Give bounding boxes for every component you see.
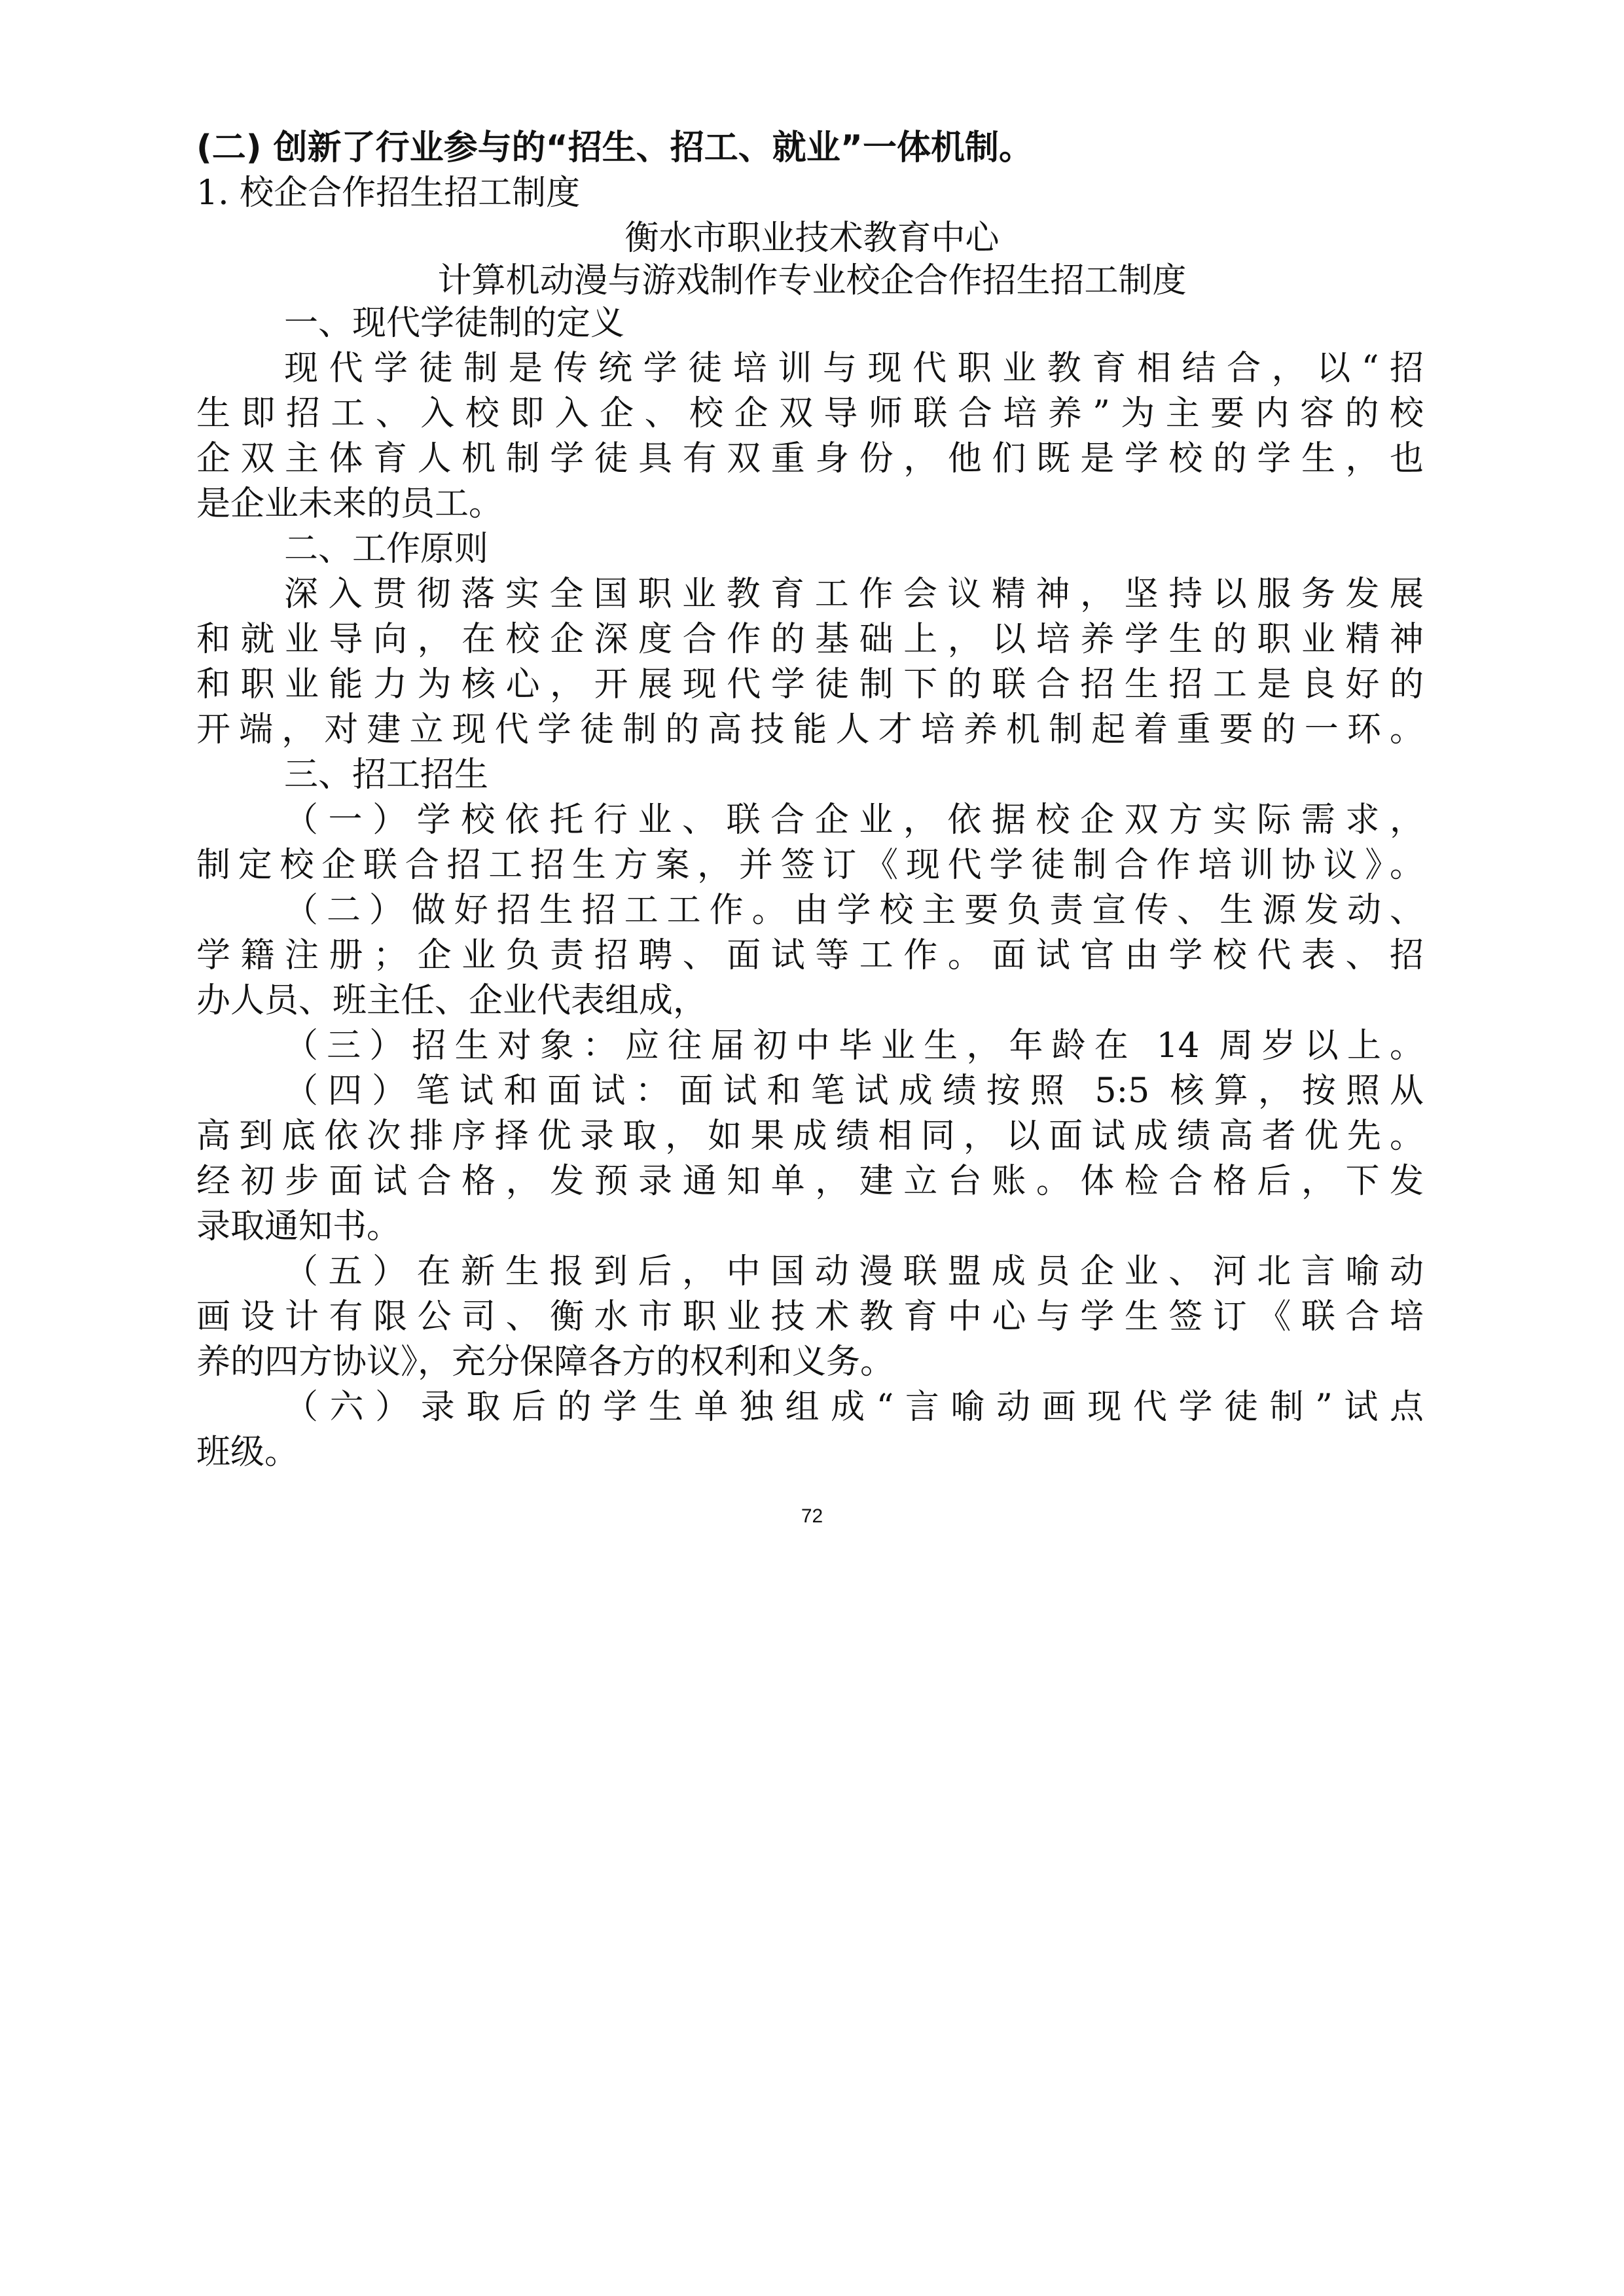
- paragraph-line: 和职业能力为核心，开展现代学徒制下的联合招生招工是良好的: [196, 665, 1424, 704]
- paragraph-line: 画设计有限公司、衡水市职业技术教育中心与学生签订《联合培: [196, 1297, 1424, 1336]
- paragraph-line: （五）在新生报到后，中国动漫联盟成员企业、河北言喻动: [284, 1252, 1424, 1291]
- paragraph-line: （六）录取后的学生单独组成“言喻动画现代学徒制”试点: [284, 1388, 1424, 1427]
- paragraph-line: 生即招工、入校即入企、校企双导师联合培养”为主要内容的校: [196, 394, 1424, 433]
- paragraph-line: 深入贯彻落实全国职业教育工作会议精神，坚持以服务发展: [284, 575, 1424, 614]
- section-2-title: 二、工作原则: [284, 529, 489, 569]
- paragraph-line: （三）招生对象：应往届初中毕业生，年龄在 14 周岁以上。: [284, 1026, 1424, 1066]
- paragraph-line: 开端，对建立现代学徒制的高技能人才培养机制起着重要的一环。: [196, 710, 1424, 749]
- paragraph-line: （四）笔试和面试：面试和笔试成绩按照 5:5 核算，按照从: [284, 1071, 1424, 1111]
- paragraph-line: 制定校企联合招工招生方案，并签订《现代学徒制合作培训协议》。: [196, 846, 1424, 885]
- paragraph-line: 经初步面试合格，发预录通知单，建立台账。体检合格后，下发: [196, 1162, 1424, 1201]
- paragraph-line: 录取通知书。: [196, 1207, 401, 1246]
- paragraph-line: 学籍注册；企业负责招聘、面试等工作。面试官由学校代表、招: [196, 936, 1424, 975]
- paragraph-line: （一）学校依托行业、联合企业，依据校企双方实际需求，: [284, 800, 1424, 840]
- paragraph-line: 是企业未来的员工。: [196, 484, 503, 524]
- sub-heading: 1. 校企合作招生招工制度: [196, 173, 581, 213]
- section-heading: (二) 创新了行业参与的“招生、招工、就业”一体机制。: [196, 128, 1033, 168]
- section-1-title: 一、现代学徒制的定义: [284, 304, 625, 343]
- paragraph-line: 现代学徒制是传统学徒培训与现代职业教育相结合，以“招: [284, 349, 1424, 388]
- paragraph-line: 企双主体育人机制学徒具有双重身份，他们既是学校的学生，也: [196, 439, 1424, 478]
- paragraph-line: 和就业导向，在校企深度合作的基础上，以培养学生的职业精神: [196, 620, 1424, 659]
- page-number: 72: [801, 1505, 823, 1527]
- paragraph-line: （二）做好招生招工工作。由学校主要负责宣传、生源发动、: [284, 891, 1424, 930]
- document-organization: 衡水市职业技术教育中心: [624, 219, 1000, 258]
- paragraph-line: 高到底依次排序择优录取，如果成绩相同，以面试成绩高者优先。: [196, 1117, 1424, 1156]
- document-title: 计算机动漫与游戏制作专业校企合作招生招工制度: [437, 261, 1187, 300]
- paragraph-line: 养的四方协议》，充分保障各方的权利和义务。: [196, 1342, 895, 1382]
- section-3-title: 三、招工招生: [284, 755, 489, 795]
- paragraph-line: 办人员、班主任、企业代表组成，: [196, 981, 708, 1020]
- paragraph-line: 班级。: [196, 1433, 299, 1472]
